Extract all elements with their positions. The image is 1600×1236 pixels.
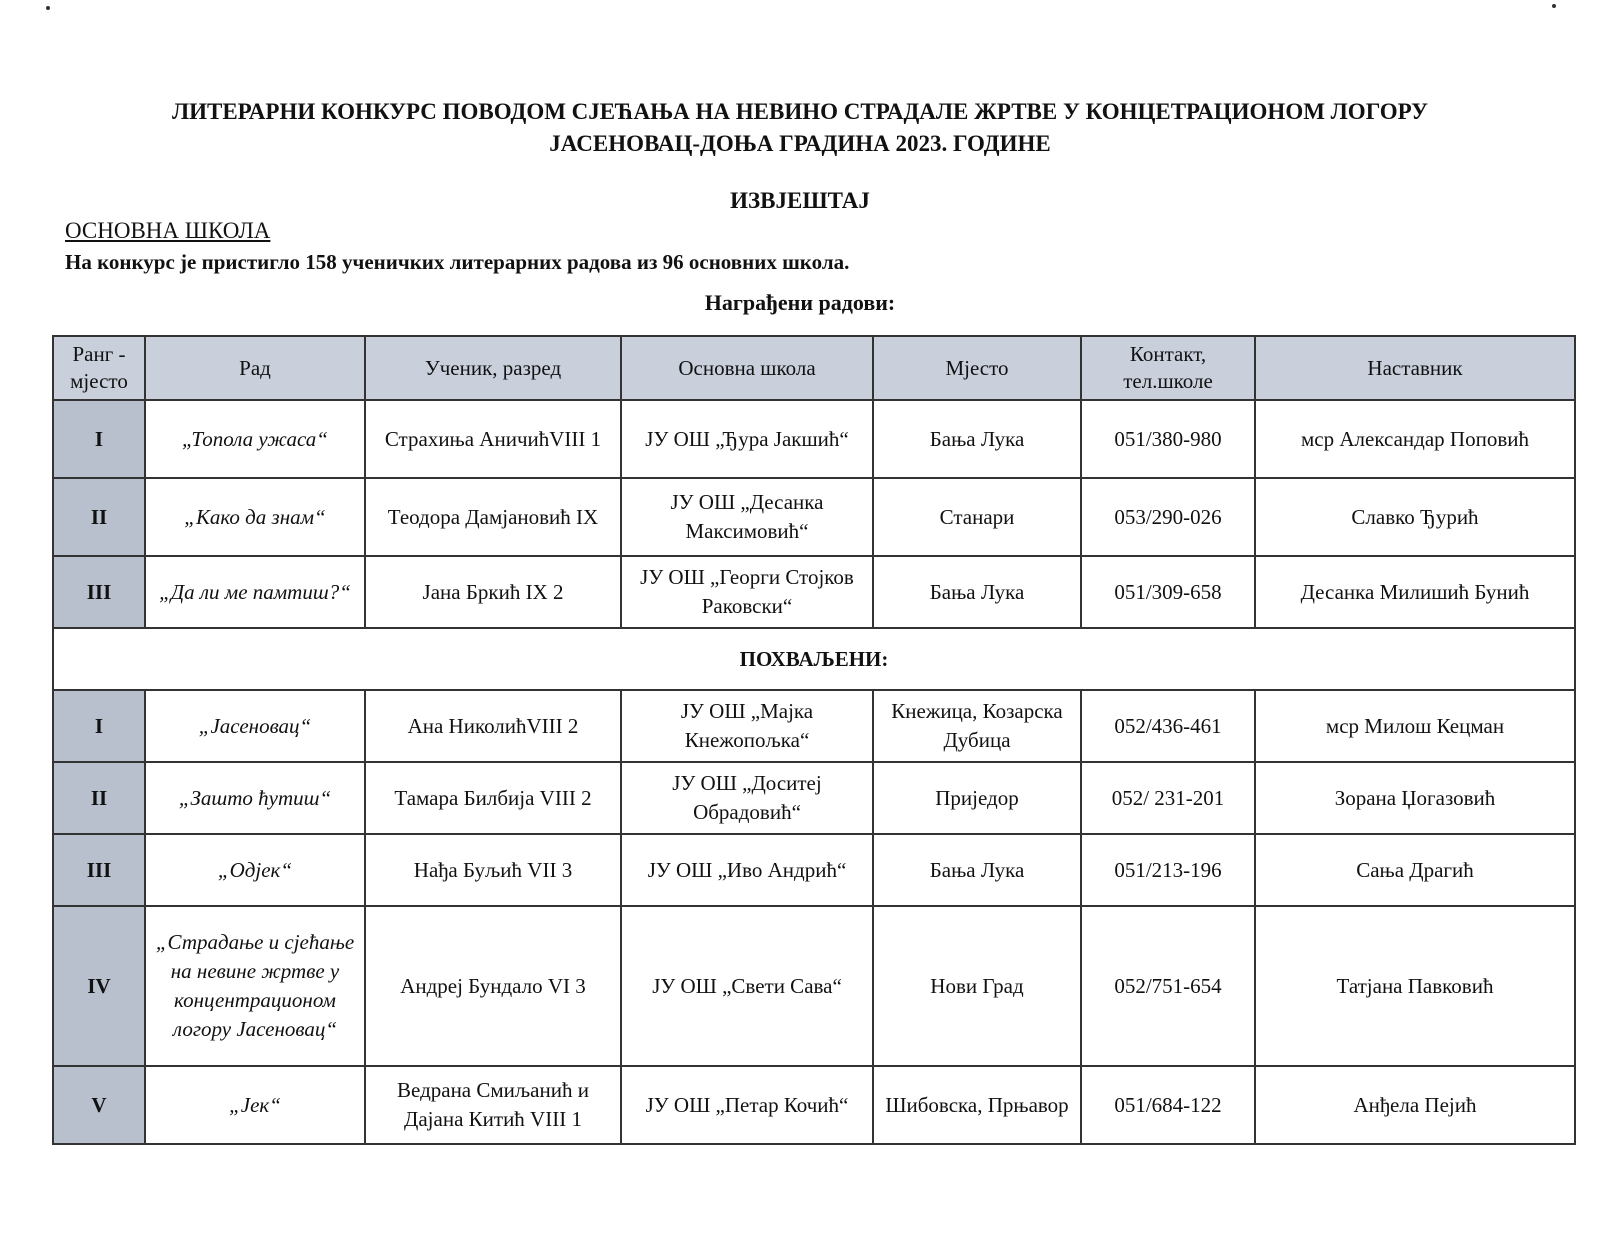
school-cell: ЈУ ОШ „Петар Кочић“	[621, 1066, 873, 1144]
work-cell: „Јек“	[145, 1066, 365, 1144]
header-row	[53, 336, 1575, 400]
table-row	[53, 1066, 1575, 1144]
title-line-2: ЈАСЕНОВАЦ-ДОЊА ГРАДИНА 2023. ГОДИНЕ	[549, 131, 1051, 156]
teacher-cell: Славко Ђурић	[1255, 478, 1575, 556]
teacher-cell: мср Милош Кецман	[1255, 690, 1575, 762]
school-cell: ЈУ ОШ „Свети Сава“	[621, 906, 873, 1066]
scan-speck	[46, 6, 50, 10]
section-heading: ОСНОВНА ШКОЛА	[65, 218, 271, 243]
contact-cell: 051/380-980	[1081, 400, 1255, 478]
place-cell: Бања Лука	[873, 400, 1081, 478]
place-cell: Кнежица, Козарска Дубица	[873, 690, 1081, 762]
rank-cell: III	[53, 834, 145, 906]
header-contact: Контакт, тел.школе	[1081, 336, 1255, 400]
awarded-heading: Награђени радови:	[704, 290, 896, 315]
header-student: Ученик, разред	[365, 336, 621, 400]
title-line-1: ЛИТЕРАРНИ КОНКУРС ПОВОДОМ СЈЕЋАЊА НА НЕВИНО СТРАДАЛЕ ЖРТВЕ У КОНЦЕТРАЦИОНОМ ЛОГОРУ	[171, 99, 1429, 124]
work-cell: „Страдање и сјећање на невине жртве у концентрационом логору Јасеновац“	[145, 906, 365, 1066]
work-cell: „Топола ужаса“	[145, 400, 365, 478]
contact-cell: 051/309-658	[1081, 556, 1255, 628]
student-cell: Ана НиколићVIII 2	[365, 690, 621, 762]
rank-cell: I	[53, 400, 145, 478]
table-header	[53, 336, 1575, 400]
school-cell: ЈУ ОШ „Ђура Јакшић“	[621, 400, 873, 478]
commended-heading: ПОХВАЉЕНИ:	[53, 628, 1575, 690]
table-row	[53, 690, 1575, 762]
contact-cell: 053/290-026	[1081, 478, 1255, 556]
rank-cell: V	[53, 1066, 145, 1144]
student-cell: Јана Бркић IX 2	[365, 556, 621, 628]
place-cell: Приједор	[873, 762, 1081, 834]
place-cell: Станари	[873, 478, 1081, 556]
header-place: Мјесто	[873, 336, 1081, 400]
work-cell: „Зашто ћутиш“	[145, 762, 365, 834]
table-row	[53, 478, 1575, 556]
table-row	[53, 400, 1575, 478]
header-rank: Ранг - мјесто	[53, 336, 145, 400]
school-cell: ЈУ ОШ „Георги Стојков Раковски“	[621, 556, 873, 628]
table-row	[53, 834, 1575, 906]
report-label: ИЗВЈЕШТАЈ	[730, 188, 870, 213]
intro-text: На конкурс је пристигло 158 ученичких литерарних радова из 96 основних школа.	[65, 250, 850, 274]
place-cell: Бања Лука	[873, 556, 1081, 628]
school-cell: ЈУ ОШ „Десанка Максимовић“	[621, 478, 873, 556]
contact-cell: 051/684-122	[1081, 1066, 1255, 1144]
place-cell: Бања Лука	[873, 834, 1081, 906]
contact-cell: 051/213-196	[1081, 834, 1255, 906]
rank-cell: II	[53, 478, 145, 556]
work-cell: „Како да знам“	[145, 478, 365, 556]
teacher-cell: мср Александар Поповић	[1255, 400, 1575, 478]
work-cell: „Да ли ме памтиш?“	[145, 556, 365, 628]
scan-speck	[1552, 4, 1556, 8]
table-row	[53, 762, 1575, 834]
teacher-cell: Десанка Милишић Бунић	[1255, 556, 1575, 628]
place-cell: Шибовска, Прњавор	[873, 1066, 1081, 1144]
header-teacher: Наставник	[1255, 336, 1575, 400]
work-cell: „Одјек“	[145, 834, 365, 906]
student-cell: Ведрана Смиљанић и Дајана Китић VIII 1	[365, 1066, 621, 1144]
teacher-cell: Сања Драгић	[1255, 834, 1575, 906]
school-cell: ЈУ ОШ „Мајка Кнежопољка“	[621, 690, 873, 762]
contact-cell: 052/ 231-201	[1081, 762, 1255, 834]
student-cell: Нађа Буљић VII 3	[365, 834, 621, 906]
rank-cell: III	[53, 556, 145, 628]
student-cell: Страхиња АничићVIII 1	[365, 400, 621, 478]
commended-heading-row	[53, 628, 1575, 690]
table-row	[53, 906, 1575, 1066]
table-row	[53, 556, 1575, 628]
work-cell: „Јасеновац“	[145, 690, 365, 762]
contact-cell: 052/751-654	[1081, 906, 1255, 1066]
contact-cell: 052/436-461	[1081, 690, 1255, 762]
student-cell: Тамара Билбија VIII 2	[365, 762, 621, 834]
rank-cell: II	[53, 762, 145, 834]
teacher-cell: Зорана Џогазовић	[1255, 762, 1575, 834]
document-title	[60, 96, 1540, 160]
rank-cell: I	[53, 690, 145, 762]
teacher-cell: Татјана Павковић	[1255, 906, 1575, 1066]
student-cell: Андреј Бундало VI 3	[365, 906, 621, 1066]
table-body	[53, 400, 1575, 1144]
teacher-cell: Анђела Пејић	[1255, 1066, 1575, 1144]
place-cell: Нови Град	[873, 906, 1081, 1066]
rank-cell: IV	[53, 906, 145, 1066]
student-cell: Теодора Дамјановић IX	[365, 478, 621, 556]
results-table	[52, 335, 1576, 1145]
header-school: Основна школа	[621, 336, 873, 400]
header-work: Рад	[145, 336, 365, 400]
school-cell: ЈУ ОШ „Доситеј Обрадовић“	[621, 762, 873, 834]
school-cell: ЈУ ОШ „Иво Андрић“	[621, 834, 873, 906]
